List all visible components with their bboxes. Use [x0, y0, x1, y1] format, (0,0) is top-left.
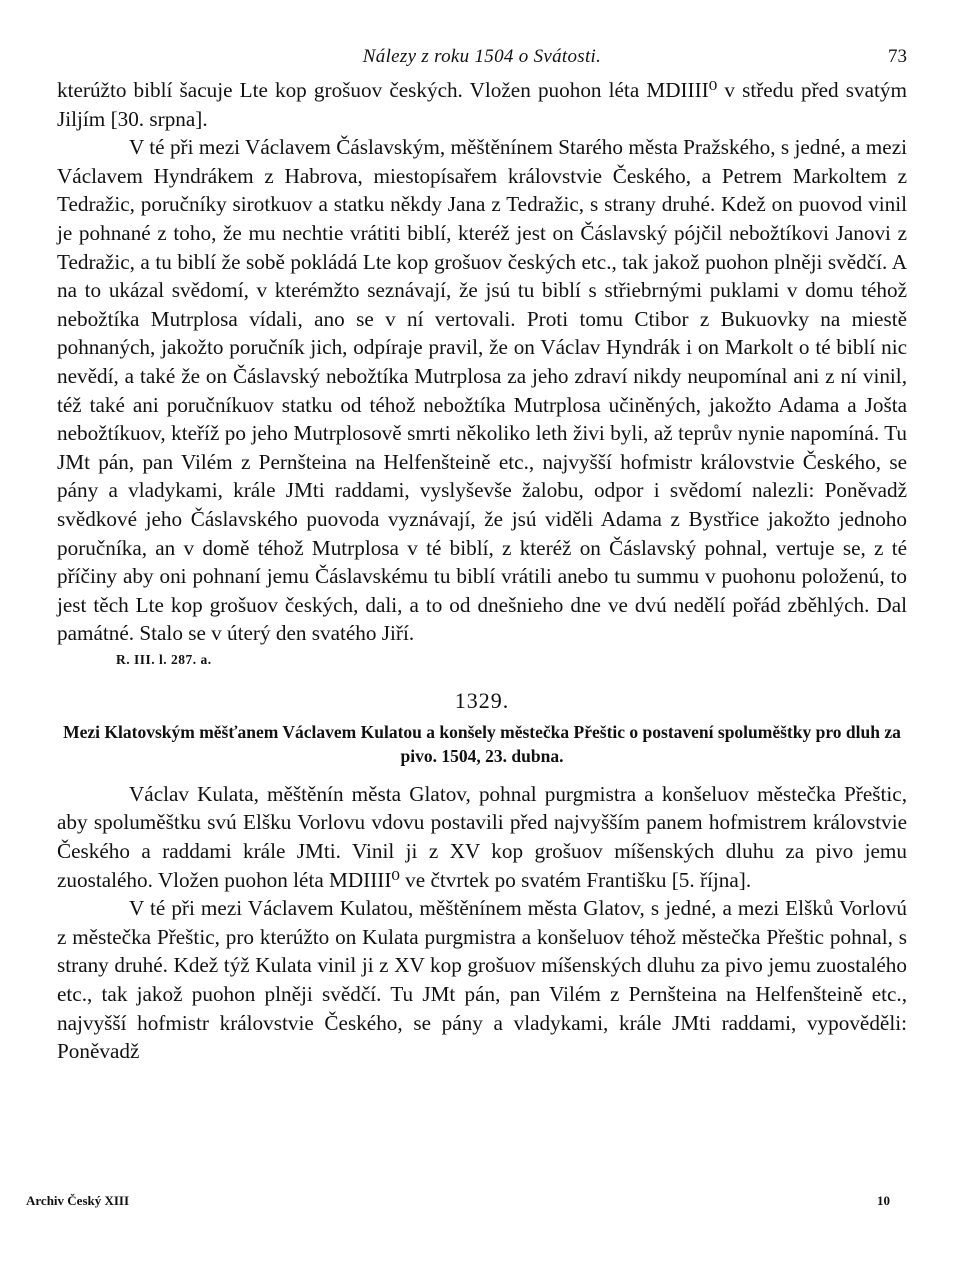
page-number: 73	[888, 46, 907, 67]
archive-reference: R. III. l. 287. a.	[116, 651, 212, 667]
body-text	[57, 76, 907, 1066]
paragraph-summons: Václav Kulata, měštěnín města Glatov, pohnal purgmistra a konšeluov městečka Přeštic, aby spoluměštku svú Elšku Vorlovu vdovu postavili před najvyšším panem hofmistrem královstvie Českého a raddami krále JMti. Vinil ji z XV kop grošuov míšenských dluhu za pivo jemu zuostalého. Vložen puohon léta MDIIII⁰ ve čtvrtek po svatém Františku [5. října].	[57, 781, 907, 892]
paragraph-verdict-2: V té při mezi Václavem Kulatou, měštěnínem města Glatov, s jedné, a mezi Elšků Vorlovú z městečka Přeštic, pro kterúžto on Kulata purgmistra a konšeluov téhož městečka Přeštic pohnal, s strany druhé. Kdež týž Kulata vinil ji z XV kop grošuov míšenských dluhu za pivo jemu zuostalého etc., tak jakož puohon plněji svědčí. Tu JMt pán, pan Vilém z Pernšteina na Helfenšteině etc., najvyšší hofmistr královstvie Českého, se pány a vladykami, krále JMti raddami, vypověděli: Poněvadž	[57, 896, 907, 1064]
paragraph-continuation: kterúžto biblí šacuje Lte kop grošuov českých. Vložen puohon léta MDIIII⁰ v středu před svatým Jiljím [30. srpna].	[57, 78, 907, 131]
paragraph-verdict-1: V té při mezi Václavem Čáslavským, měštěnínem Starého města Pražského, s jedné, a mezi Václavem Hyndrákem z Habrova, miestopísařem královstvie Českého, a Petrem Markoltem z Tedražic, poručníky sirotkuov a statku někdy Jana z Tedražic, s strany druhé. Kdež on puovod vinil je pohnané z toho, že mu nechtie vrátiti biblí, kteréž jest on Čáslavský pójčil nebožtíkovi Janovi z Tedražic, a tu biblí že sobě pokládá Lte kop grošuov českých etc., tak jakož puohon plněji svědčí. A na to ukázal svědomí, v kterémžto seznávají, že jsú tu biblí s střiebrnými puklami v domu téhož nebožtíka Mutrplosa vídali, ano se v ní vertovali. Proti tomu Ctibor z Bukuovky na miestě pohnaných, jakožto poručník jich, odpíraje pravil, že on Václav Hyndrák i on Markolt o té biblí nic nevědí, a také že on Čáslavský nebožtíka Mutrplosa za jeho zdraví nikdy neupomínal ani z ní vinil, též také ani poručníkuov statku od téhož nebožtíka Mutrplosa učiněných, jakožto Adama a Jošta nebožtíkuov, kteříž po jeho Mutrplosově smrti několiko leth živi byli, až teprův nynie napomíná. Tu JMt pán, pan Vilém z Pernšteina na Helfenšteině etc., najvyšší hofmistr královstvie Českého, se pány a vladykami, krále JMti raddami, vyslyševše žalobu, odpor i svědomí nalezli: Poněvadž svědkové jeho Čáslavského puovoda vyznávají, že jsú viděli Adama z Bystřice jakožto jednoho poručníka, an v domě téhož Mutrplosa v té biblí, z kteréž on Čáslavský pohnal, vertuje se, z té příčiny aby oni pohnaní jemu Čáslavskému tu biblí vrátili anebo tu summu v puohonu položenú, to jest těch Lte kop grošuov českých, dali, a to od dnešnieho dne ve dvú nedělí pořád zběhlých. Dal památné. Stalo se v úterý den svatého Jiří.	[57, 135, 907, 646]
footer-signature: Archiv Český XIII	[26, 1193, 130, 1208]
document-number: 1329.	[454, 687, 510, 713]
running-title: Nálezy z roku 1504 o Svátosti.	[362, 46, 602, 67]
footer-sheet-number: 10	[877, 1193, 890, 1208]
document-heading: Mezi Klatovským měšťanem Václavem Kulatou a konšely městečka Přeštic o postavení spoluměštky pro dluh za pivo. 1504, 23. dubna.	[63, 721, 901, 766]
page	[57, 40, 907, 1260]
running-head	[57, 40, 907, 76]
